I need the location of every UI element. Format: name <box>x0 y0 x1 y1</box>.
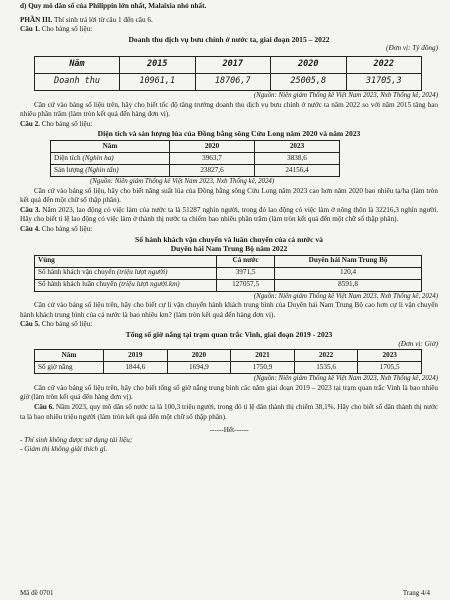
q4-table-title-1: Số hành khách vận chuyển và luân chuyển của cả nước và <box>135 234 323 244</box>
q5-v1: 1694,9 <box>167 362 231 374</box>
q4-r0-name <box>35 267 217 279</box>
q4-label: Câu 4. <box>20 224 40 233</box>
q4-r0-v2: 120,4 <box>275 267 422 279</box>
q4-table-title-2: Duyên hải Nam Trung Bộ năm 2022 <box>170 244 288 254</box>
q5-h5: 2023 <box>358 350 422 362</box>
q6-text: Năm 2023, quy mô dân số nước ta là 100,3 triệu người, trong đó tỉ lệ dân thành thị chiếm 38,1%. Hãy cho biết số dân thành thị nước ta là bao nhiêu triệu người (làm tròn kết quả đến một chữ số thập phân). <box>20 403 438 421</box>
q6-paragraph <box>20 403 438 422</box>
q4-intro: Cho bảng số liệu: <box>39 224 93 233</box>
q1-h2: 2017 <box>195 56 271 73</box>
q1-row-label: Doanh thu <box>35 73 120 90</box>
q1-unit: (Đơn vị: Tỷ đồng) <box>386 44 438 53</box>
note-1: - Thí sinh không được sử dụng tài liệu; <box>20 435 133 444</box>
q4-r1-name <box>35 279 217 291</box>
q2-h1: 2020 <box>170 140 255 152</box>
q2-source: (Nguồn: Niên giám Thống kê Việt Nam 2023, Nxb Thống kê, 2024) <box>90 177 275 185</box>
q1-table <box>34 56 422 91</box>
q1-h3: 2020 <box>271 56 347 73</box>
table-row <box>35 279 422 291</box>
q1-h4: 2022 <box>346 56 422 73</box>
q5-h4: 2022 <box>294 350 358 362</box>
q5-h1: 2019 <box>104 350 168 362</box>
q5-h3: 2021 <box>231 350 295 362</box>
q1-v1: 18706,7 <box>195 73 271 90</box>
table-row <box>35 362 422 374</box>
q4-r1-v1: 127057,5 <box>217 279 275 291</box>
q5-h0: Năm <box>35 350 104 362</box>
q2-r1-v2: 24156,4 <box>255 164 340 176</box>
part3-label: PHẦN III. <box>20 15 53 24</box>
q3-label: Câu 3. <box>20 205 41 214</box>
q1-h1: 2015 <box>120 56 196 73</box>
note-2: - Giám thị không giải thích gì. <box>20 445 108 454</box>
q4-heading <box>20 225 438 235</box>
table-row <box>51 152 340 164</box>
q5-intro: Cho bảng số liệu: <box>39 320 93 329</box>
q2-heading <box>20 120 438 130</box>
q1-v3: 31705,3 <box>346 73 422 90</box>
q2-table-title: Diện tích và sản lượng lúa của Đồng bằng sông Cửu Long năm 2020 và năm 2023 <box>97 129 361 139</box>
q2-r1-label: Sản lượng <box>54 165 86 174</box>
q5-source: (Nguồn: Niên giám Thống kê Việt Nam 2023, Nxb Thống kê, 2024) <box>253 375 438 383</box>
q3-paragraph <box>20 206 438 225</box>
q1-heading <box>20 25 438 35</box>
q1-table-title: Doanh thu dịch vụ bưu chính ở nước ta, giai đoạn 2015 – 2022 <box>128 34 330 44</box>
q4-question: Căn cứ vào bảng số liệu trên, hãy cho biết cự li vận chuyển hành khách trung bình của Duyên hải Nam Trung Bộ cao hơn cự li vận chuyển hành khách trung bình của cả nước là bao nhiêu km? (làm tròn kết quả đến hàng đơn vị). <box>20 301 438 319</box>
q4-r0-unit: (triệu lượt người) <box>116 268 168 277</box>
q5-h2: 2020 <box>167 350 231 362</box>
q5-v4: 1705,5 <box>358 362 422 374</box>
q2-r0-name <box>51 152 170 164</box>
q5-v0: 1844,6 <box>104 362 168 374</box>
q2-h0: Năm <box>51 140 170 152</box>
table-row <box>35 350 422 362</box>
table-row <box>35 255 422 267</box>
q5-table-title: Tổng số giờ nắng tại trạm quan trắc Vinh, giai đoạn 2019 - 2023 <box>125 330 333 340</box>
q5-label: Câu 5. <box>20 320 40 329</box>
top-line: d) Quy mô dân số của Philippin lớn nhất, Malaixia nhỏ nhất. <box>20 2 207 10</box>
page-number: Trang 4/4 <box>402 589 430 597</box>
q1-h0: Năm <box>35 56 120 73</box>
q5-question: Căn cứ vào bảng số liệu trên, hãy cho biết tổng số giờ nắng trung bình các năm giai đoạn 2019 – 2023 tại trạm quan trắc Vinh là bao nhiêu giờ (làm tròn kết quả đến hàng đơn vị). <box>20 383 438 402</box>
q2-r0-v1: 3963,7 <box>170 152 255 164</box>
q1-source: (Nguồn: Niên giám Thống kê Việt Nam 2023, Nxb Thống kê, 2024) <box>253 91 438 99</box>
table-row <box>35 267 422 279</box>
q4-h1: Cả nước <box>217 255 275 267</box>
q1-label: Câu 1. <box>20 25 40 34</box>
part3-text: Thí sinh trả lời từ câu 1 đến câu 6. <box>52 15 153 24</box>
q1-intro: Cho bảng số liệu: <box>39 25 93 34</box>
exam-code: Mã đề 0701 <box>20 589 54 597</box>
q4-source: (Nguồn: Niên giám Thống kê Việt Nam 2023, Nxb Thống kê, 2024) <box>253 292 438 300</box>
q4-r1-label: Số hành khách luân chuyển <box>38 280 119 289</box>
q1-question: Căn cứ vào bảng số liệu trên, hãy cho biết tốc độ tăng trưởng doanh thu dịch vụ bưu chính ở nước ta năm 2022 so với năm 2015 tăng bao nhiêu phần trăm (làm tròn kết quả đến hàng đơn vị). <box>20 100 438 119</box>
q3-text: Năm 2023, lao động có việc làm của nước ta là 51287 nghìn người, trong đó lao động có việc làm ở nông thôn là 32216,3 nghìn người. Hãy cho biết tỉ lệ lao động có việc làm ở thành thị nước ta chiếm bao nhiêu phần trăm (làm tròn kết quả đến một chữ số thập phân). <box>20 205 438 224</box>
q2-r1-v1: 23827,6 <box>170 164 255 176</box>
q5-unit: (Đơn vị: Giờ) <box>398 339 438 348</box>
q2-table <box>50 140 340 177</box>
q4-h0: Vùng <box>35 255 217 267</box>
table-row <box>35 73 422 90</box>
q4-r1-unit: (triệu lượt người.km) <box>118 280 180 289</box>
q5-heading <box>20 320 438 330</box>
q4-r0-label: Số hành khách vận chuyển <box>38 268 117 277</box>
part3-heading <box>20 16 438 26</box>
table-row <box>51 140 340 152</box>
q4-r0-v1: 3971,5 <box>217 267 275 279</box>
q2-h2: 2023 <box>255 140 340 152</box>
q2-intro: Cho bảng số liệu: <box>39 119 93 128</box>
table-row <box>51 164 340 176</box>
q4-h2: Duyên hải Nam Trung Bộ <box>275 255 422 267</box>
q5-v2: 1750,9 <box>231 362 295 374</box>
table-row <box>35 56 422 73</box>
q6-label: Câu 6. <box>34 403 54 412</box>
q2-label: Câu 2. <box>20 119 40 128</box>
q5-v3: 1535,6 <box>294 362 358 374</box>
q4-table <box>34 255 422 292</box>
q2-r0-label: Diện tích <box>54 153 83 162</box>
q4-r1-v2: 8591,8 <box>275 279 422 291</box>
q2-r1-name <box>51 164 170 176</box>
q1-v0: 10961,1 <box>120 73 196 90</box>
q5-row-label: Số giờ nắng <box>35 362 104 374</box>
q2-question: Căn cứ vào bảng số liệu, hãy cho biết năng suất lúa của Đồng bằng sông Cửu Long năm 2023 cao hơn năm 2020 bao nhiêu tạ/ha (làm tròn kết quả đến một chữ số thập phân). <box>20 186 438 205</box>
q2-r1-unit: (Nghìn tấn) <box>85 165 119 174</box>
page-footer <box>20 589 430 599</box>
q2-r0-v2: 3838,6 <box>255 152 340 164</box>
q2-r0-unit: (Nghìn ha) <box>82 153 114 162</box>
end-mark: ------Hết------ <box>209 426 249 435</box>
q1-v2: 25005,8 <box>271 73 347 90</box>
q5-table <box>34 349 422 374</box>
